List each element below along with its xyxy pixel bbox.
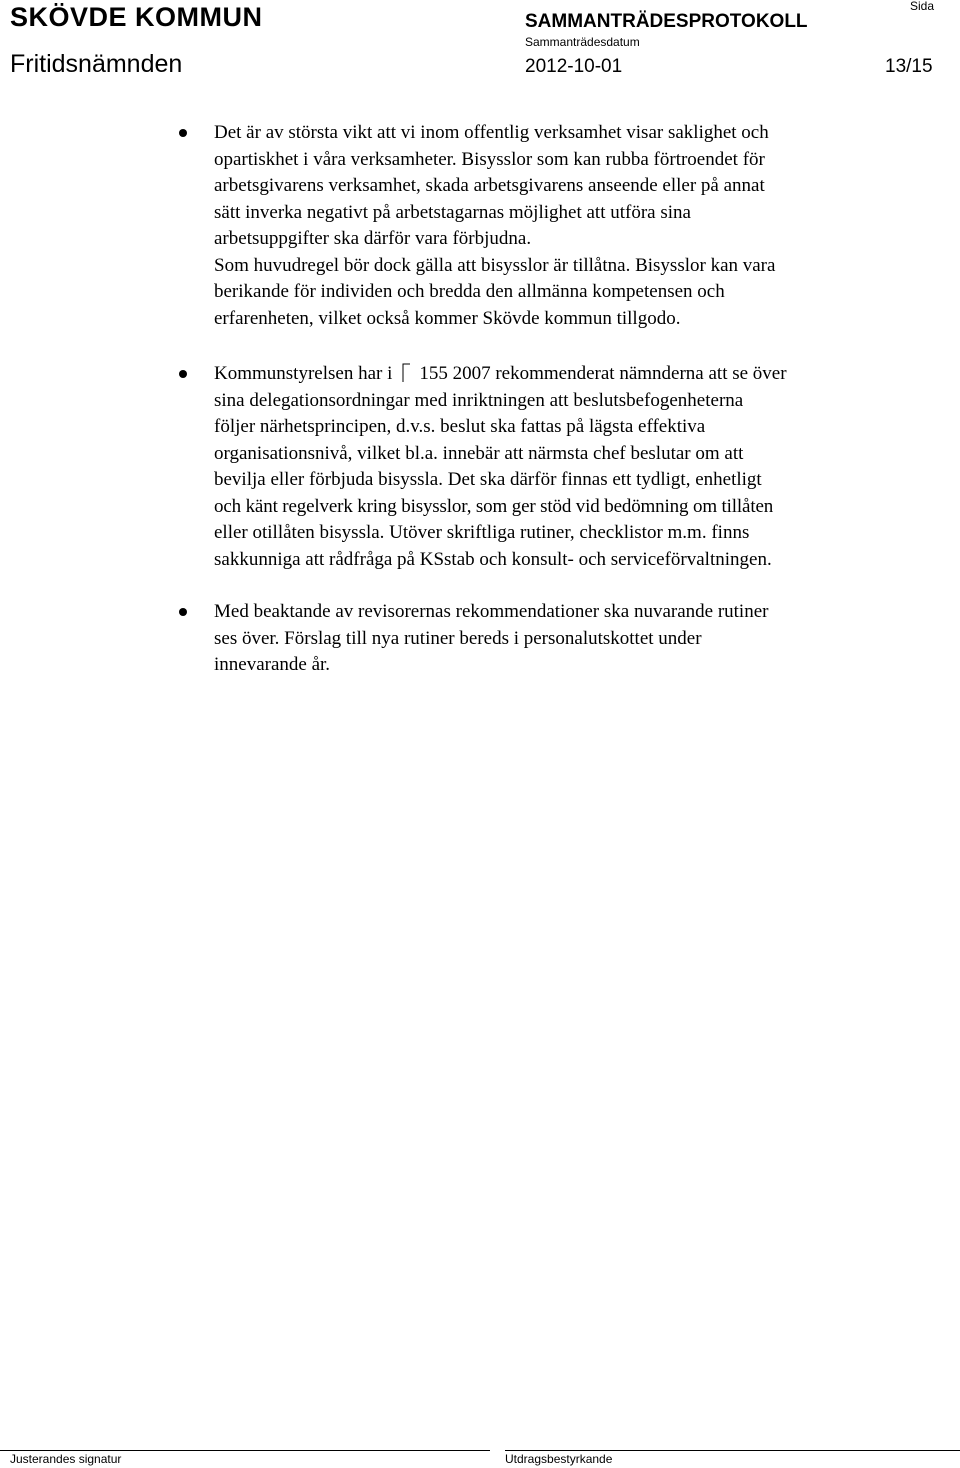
committee-name: Fritidsnämnden <box>10 50 183 78</box>
text-line: bevilja eller förbjuda bisyssla. Det ska därför finnas ett tydligt, enhetligt <box>214 469 762 490</box>
text-line: eller otillåten bisyssla. Utöver skriftliga rutiner, checklistor m.m. finns <box>214 522 750 543</box>
text-line: arbetsgivarens verksamhet, skada arbetsgivarens anseende eller på annat <box>214 175 765 196</box>
date-label: Sammanträdesdatum <box>525 35 640 49</box>
text-line: följer närhetsprincipen, d.v.s. beslut ska fattas på lägsta effektiva <box>214 416 706 437</box>
paragraph-bullet-2 <box>214 361 914 573</box>
signature-label: Justerandes signatur <box>10 1452 122 1466</box>
text-line: innevarande år. <box>214 654 331 675</box>
section-sign-icon <box>402 363 411 383</box>
signature-line <box>0 1450 490 1451</box>
text-line: berikande för individen och bredda den allmänna kompetensen och <box>214 281 725 302</box>
text-line: sätt inverka negativt på arbetstagarnas möjlighet att utföra sina <box>214 201 691 223</box>
page-number: 13/15 <box>885 56 933 77</box>
text-line: Som huvudregel bör dock gälla att bisysslor är tillåtna. Bisysslor kan vara <box>214 254 776 276</box>
bullet-icon <box>179 370 187 378</box>
document-type: SAMMANTRÄDESPROTOKOLL <box>525 11 808 32</box>
text-line: organisationsnivå, vilket bl.a. innebär att närmsta chef beslutar om att <box>214 442 744 464</box>
certification-line <box>505 1450 960 1451</box>
text-fragment: 155 2007 rekommenderat nämnderna att se över <box>419 363 787 384</box>
text-line: opartiskhet i våra verksamheter. Bisysslor som kan rubba förtroendet för <box>214 148 765 170</box>
text-line: Det är av största vikt att vi inom offentlig verksamhet visar saklighet och <box>214 122 769 143</box>
text-line: och känt regelverk kring bisysslor, som ger stöd vid bedömning om tillåten <box>214 495 774 517</box>
bullet-icon <box>179 129 187 137</box>
text-line: ses över. Förslag till nya rutiner bereds i personalutskottet under <box>214 627 702 649</box>
text-line: erfarenheten, vilket också kommer Skövde kommun tillgodo. <box>214 307 681 329</box>
page-label: Sida <box>910 0 935 13</box>
text-line: arbetsuppgifter ska därför vara förbjudna. <box>214 228 532 249</box>
bullet-icon <box>179 608 187 616</box>
text-line: Med beaktande av revisorernas rekommendationer ska nuvarande rutiner <box>214 601 769 622</box>
text-fragment: Kommunstyrelsen har i <box>214 363 393 384</box>
text-line: sina delegationsordningar med inriktningen att beslutsbefogenheterna <box>214 389 744 411</box>
certification-label: Utdragsbestyrkande <box>505 1452 613 1466</box>
meeting-date: 2012-10-01 <box>525 56 623 77</box>
text-line: sakkunniga att rådfråga på KSstab och konsult- och serviceförvaltningen. <box>214 548 772 570</box>
municipality-logo-text: SKÖVDE KOMMUN <box>10 2 263 32</box>
text-line <box>214 361 914 388</box>
paragraph-bullet-1 <box>214 120 914 332</box>
paragraph-bullet-3 <box>214 599 914 679</box>
